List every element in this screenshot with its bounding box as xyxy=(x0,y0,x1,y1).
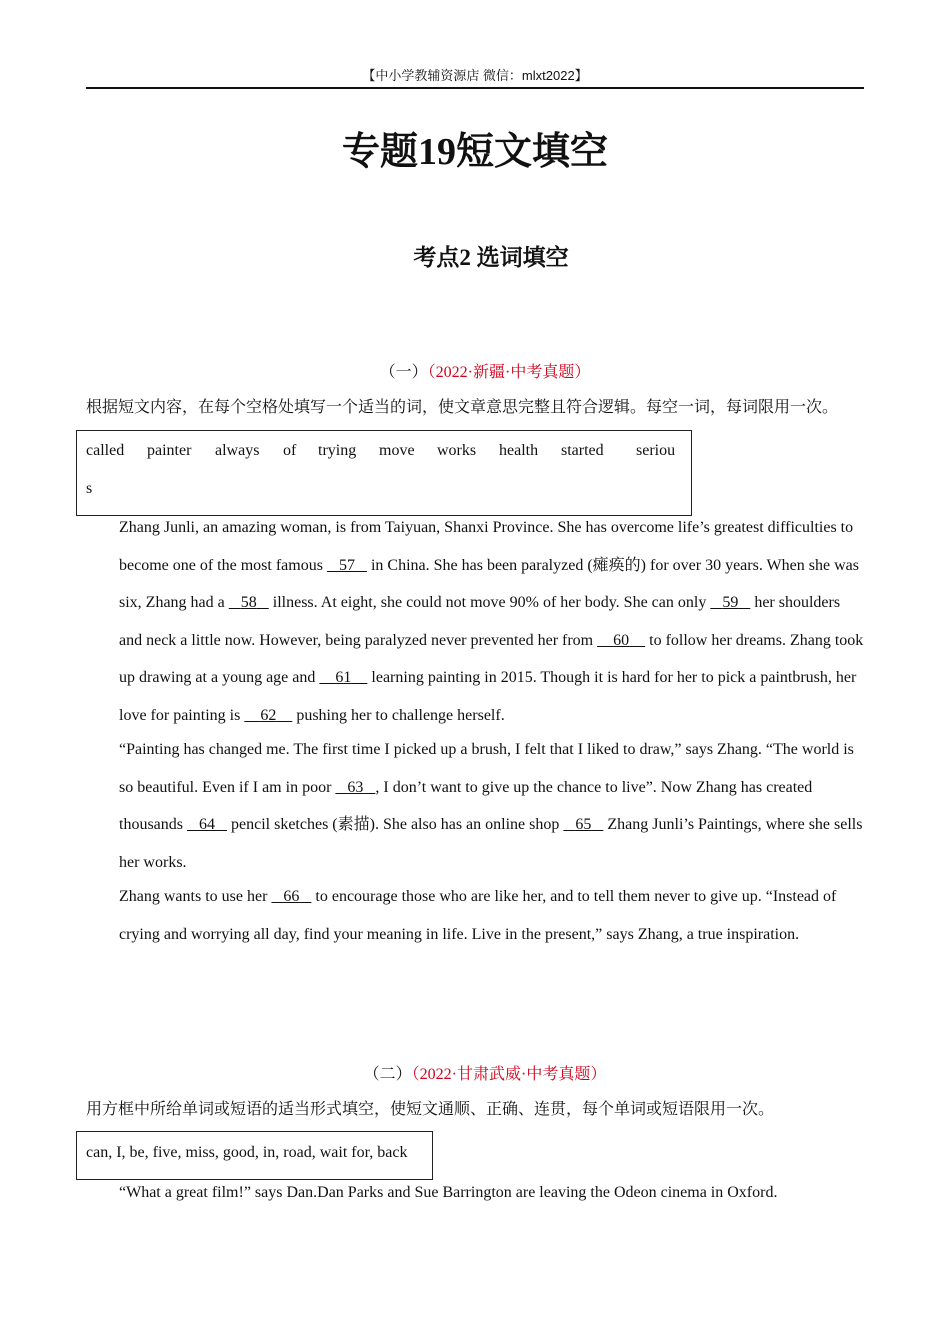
word-bank-item: move xyxy=(379,442,415,459)
section1-source: （2022·新疆·中考真题） xyxy=(427,364,591,381)
word-bank-item: of xyxy=(283,442,297,459)
paragraph-text: to follow her dreams. Zhang took up drawing at a young age and xyxy=(119,631,864,686)
word-bank-item: works xyxy=(437,442,477,459)
paragraph-text: learning painting in 2015. Though it is hard for her to pick a paintbrush, her love for painting is xyxy=(119,669,857,724)
paragraph-text: in China. She has been paralyzed (瘫痪的) for over 30 years. When she was six, Zhang had a xyxy=(119,556,859,611)
paragraph-text: “Painting has changed me. The first time I picked up a brush, I felt that I liked to draw,” says Zhang. “The world is so beautiful. Even if I am in poor xyxy=(119,741,854,796)
blank-61[interactable]: 61 xyxy=(335,669,352,686)
section2-source: （2022·甘肃武威·中考真题） xyxy=(411,1066,607,1083)
section2-heading xyxy=(0,1064,950,1086)
word-bank-item: trying xyxy=(318,442,357,459)
paragraph-text: Zhang Junli’s Paintings, where she sells her works. xyxy=(119,816,863,871)
word-bank-item: always xyxy=(215,442,260,459)
section1-number: （一） xyxy=(379,364,428,381)
blank-65[interactable]: 65 xyxy=(575,816,592,833)
blank-59[interactable]: 59 xyxy=(722,594,739,611)
paragraph-text: Zhang Junli, an amazing woman, is from Taiyuan, Shanxi Province. She has overcome life’s greatest difficulties to become one of the most famous xyxy=(119,519,854,574)
word-bank-wrap: s xyxy=(86,480,93,497)
word-bank-item: started xyxy=(561,442,604,459)
word-bank-item: painter xyxy=(147,442,192,459)
blank-64[interactable]: 64 xyxy=(199,816,215,833)
blank-57[interactable]: 57 xyxy=(338,556,355,574)
section2-number: （二） xyxy=(363,1066,412,1083)
paragraph-text: , I don’t want to give up the chance to live”. Now Zhang has created thousands xyxy=(119,778,813,833)
section1-heading xyxy=(0,362,950,384)
section2-first-line: “What a great film!” says Dan.Dan Parks and Sue Barrington are leaving the Odeon cinema in Oxford. xyxy=(119,1184,778,1201)
paragraph-1 xyxy=(86,509,866,734)
word-bank-item: called xyxy=(86,442,125,459)
paragraph-3 xyxy=(86,878,866,953)
word-bank-box xyxy=(76,430,692,516)
paragraph-text: pencil sketches (素描). She also has an online shop xyxy=(227,816,564,833)
paragraph-text: Zhang wants to use her xyxy=(119,888,272,905)
word-bank-item: health xyxy=(499,442,539,459)
paragraph-text: illness. At eight, she could not move 90% of her body. She can only xyxy=(268,594,711,611)
passage xyxy=(86,509,866,953)
word-bank-box-2: can, I, be, five, miss, good, in, road, wait for, back xyxy=(76,1131,433,1180)
blank-62[interactable]: 62 xyxy=(260,706,277,724)
section1-instruction: 根据短文内容，在每个空格处填写一个适当的词，使文章意思完整且符合逻辑。每空一词，每词限用一次。 xyxy=(86,399,839,416)
blank-58[interactable]: 58 xyxy=(240,594,257,611)
page-title: 专题19短文填空 xyxy=(341,131,608,173)
page-subtitle: 考点2 选词填空 xyxy=(413,245,569,270)
paragraph-text: pushing her to challenge herself. xyxy=(292,706,505,724)
blank-63[interactable]: 63 xyxy=(347,778,364,796)
word-bank-item: seriou xyxy=(636,442,676,459)
paragraph-2 xyxy=(86,731,866,881)
section2-instruction: 用方框中所给单词或短语的适当形式填空，使短文通顺、正确、连贯，每个单词或短语限用一次。 xyxy=(86,1101,775,1118)
paragraph-text: to encourage those who are like her, and to tell them never to give up. “Instead of crying and worrying all day, find your meaning in life. Live in the present,” says Zhang, a true inspiration. xyxy=(119,888,837,943)
blank-66[interactable]: 66 xyxy=(283,888,300,905)
page-header: 【中小学教辅资源店 微信：mlxt2022】 xyxy=(86,66,864,89)
blank-60[interactable]: 60 xyxy=(613,631,630,649)
paragraph-text: her shoulders and neck a little now. However, being paralyzed never prevented her from xyxy=(119,594,841,649)
